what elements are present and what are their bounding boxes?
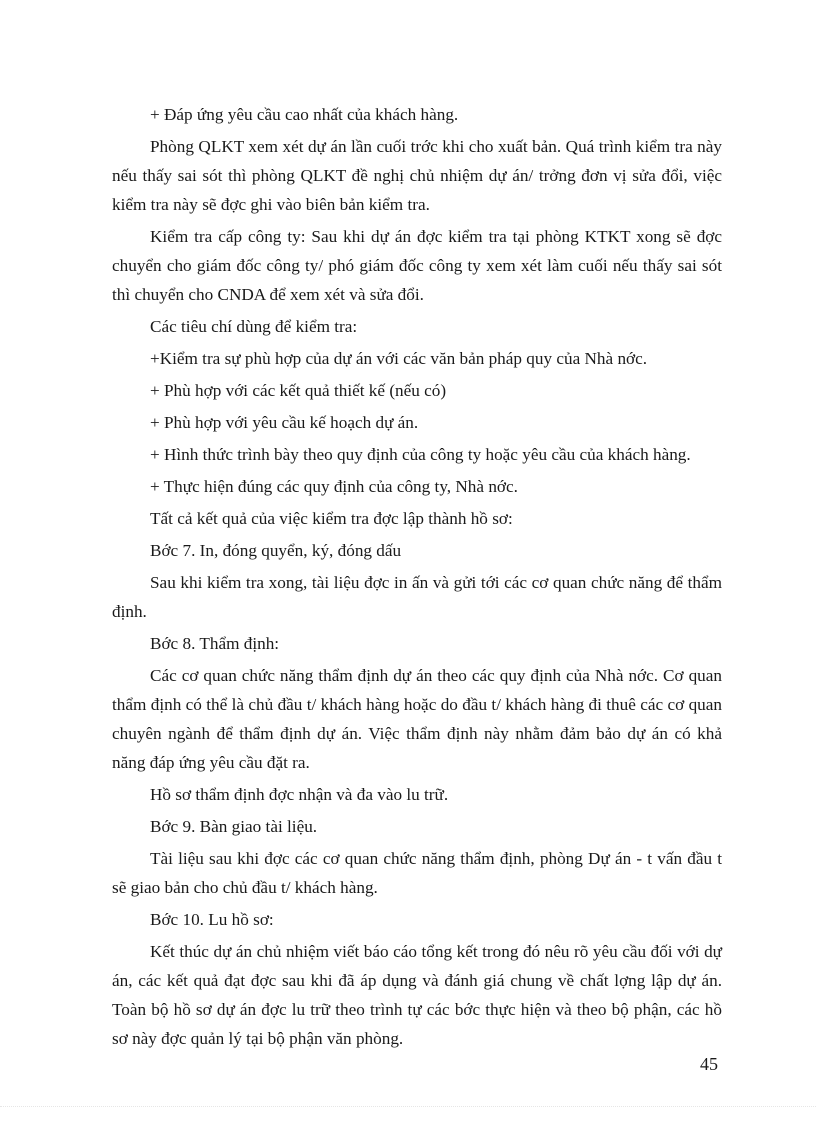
step-8-heading: Bớc 8. Thẩm định: bbox=[150, 634, 280, 653]
paragraph-criteria-heading: Các tiêu chí dùng để kiểm tra: bbox=[150, 317, 358, 336]
paragraph-criteria-rules: + Thực hiện đúng các quy định của công ty, Nhà nớc. bbox=[150, 477, 518, 496]
step-9-heading: Bớc 9. Bàn giao tài liệu. bbox=[150, 817, 318, 836]
paragraph-criteria-format: + Hình thức trình bày theo quy định của công ty hoặc yêu cầu của khách hàng. bbox=[150, 445, 691, 464]
paragraph-printing: Sau khi kiểm tra xong, tài liệu đợc in ấn và gửi tới các cơ quan chức năng để thẩm định. bbox=[112, 573, 722, 621]
paragraph-criteria-legal: +Kiểm tra sự phù hợp của dự án với các văn bản pháp quy của Nhà nớc. bbox=[150, 349, 648, 368]
paragraph-appraisal: Các cơ quan chức năng thẩm định dự án theo các quy định của Nhà nớc. Cơ quan thẩm định có thể là chủ đầu t/ khách hàng hoặc do đầu t/ khách hàng đi thuê các cơ quan chuyên ngành để thẩm định dự án. Việc thẩm định này nhằm đảm bảo dự án có khả năng đáp ứng yêu cầu đặt ra. bbox=[112, 666, 722, 772]
paragraph-handover: Tài liệu sau khi đợc các cơ quan chức năng thẩm định, phòng Dự án - t vấn đầu t sẽ giao bản cho chủ đầu t/ khách hàng. bbox=[112, 849, 722, 897]
paragraph-customer-requirements: + Đáp ứng yêu cầu cao nhất của khách hàng. bbox=[150, 105, 459, 124]
page-number: 45 bbox=[700, 1054, 718, 1074]
paragraph-qlkt-final-review: Phòng QLKT xem xét dự án lần cuối trớc khi cho xuất bản. Quá trình kiểm tra này nếu thấy sai sót thì phòng QLKT đề nghị chủ nhiệm dự án/ trởng đơn vị sửa đổi, việc kiểm tra này sẽ đợc ghi vào biên bản kiểm tra. bbox=[112, 137, 722, 214]
paragraph-project-closing: Kết thúc dự án chủ nhiệm viết báo cáo tổng kết trong đó nêu rõ yêu cầu đối với dự án, các kết quả đạt đợc sau khi đã áp dụng và đánh giá chung về chất lợng lập dự án. Toàn bộ hồ sơ dự án đợc lu trữ theo trình tự các bớc thực hiện và theo bộ phận, các hồ sơ này đợc quản lý tại bộ phận văn phòng. bbox=[112, 942, 722, 1048]
page-edge-divider bbox=[0, 1106, 816, 1107]
paragraph-criteria-plan: + Phù hợp với yêu cầu kế hoạch dự án. bbox=[150, 413, 419, 432]
paragraph-records: Tất cả kết quả của việc kiểm tra đợc lập thành hồ sơ: bbox=[150, 509, 513, 528]
document-body bbox=[112, 100, 722, 1056]
step-7-heading: Bớc 7. In, đóng quyển, ký, đóng dấu bbox=[150, 541, 402, 560]
paragraph-appraisal-archive: Hồ sơ thẩm định đợc nhận và đa vào lu trữ. bbox=[150, 785, 449, 804]
paragraph-company-level-check: Kiểm tra cấp công ty: Sau khi dự án đợc kiểm tra tại phòng KTKT xong sẽ đợc chuyển cho giám đốc công ty/ phó giám đốc công ty xem xét làm cuối nếu thấy sai sót thì chuyển cho CNDA để xem xét và sửa đổi. bbox=[112, 227, 722, 304]
paragraph-criteria-design: + Phù hợp với các kết quả thiết kế (nếu có) bbox=[150, 381, 447, 400]
step-10-heading: Bớc 10. Lu hồ sơ: bbox=[150, 910, 274, 929]
